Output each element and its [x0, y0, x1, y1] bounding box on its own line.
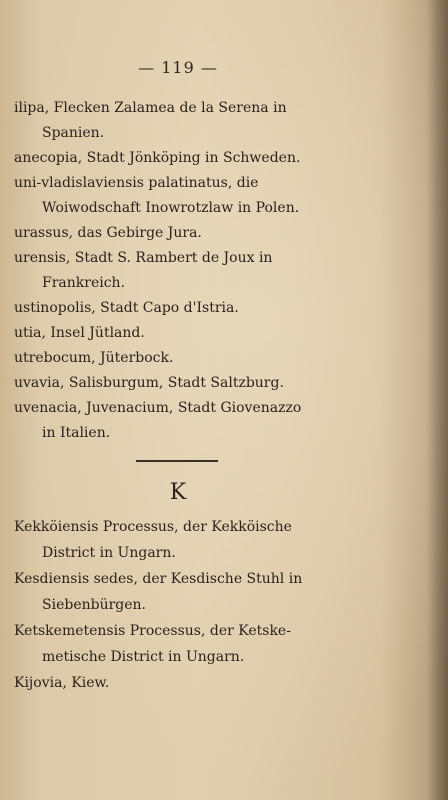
entry-line: utia, Insel Jütland.: [14, 325, 145, 341]
dictionary-entry: [14, 96, 354, 146]
page-gutter-shadow: [426, 0, 448, 800]
entry-line: Woiwodschaft Inowrotzlaw in Polen.: [42, 200, 300, 216]
entry-line: Kesdiensis sedes, der Kesdische Stuhl in: [14, 571, 303, 587]
entry-line: Kekköiensis Processus, der Kekköische: [14, 519, 292, 535]
dictionary-entry: [14, 566, 354, 618]
entry-line: metische District in Ungarn.: [42, 649, 245, 665]
entry-list-j: [14, 96, 354, 446]
dictionary-entry: [14, 346, 354, 371]
dictionary-entry: [14, 296, 354, 321]
entry-line: Siebenbürgen.: [42, 597, 147, 613]
entry-line: uvavia, Salisburgum, Stadt Saltzburg.: [14, 375, 284, 391]
section-divider: [136, 460, 218, 462]
entry-line: urensis, Stadt S. Rambert de Joux in: [14, 250, 273, 266]
entry-list-k: [14, 514, 354, 696]
dictionary-entry: [14, 321, 354, 346]
dictionary-entry: [14, 371, 354, 396]
entry-line: Frankreich.: [42, 275, 126, 291]
entry-line: Kijovia, Kiew.: [14, 675, 110, 691]
dictionary-entry: [14, 396, 354, 446]
dictionary-entry: [14, 246, 354, 296]
dictionary-entry: [14, 171, 354, 221]
dictionary-entry: [14, 670, 354, 696]
section-heading-letter: K: [169, 480, 187, 505]
entry-line: Ketskemetensis Processus, der Ketske-: [14, 623, 291, 639]
entry-line: uni-vladislaviensis palatinatus, die: [14, 175, 259, 191]
page-number: — 119 —: [138, 58, 218, 77]
entry-line: uvenacia, Juvenacium, Stadt Giovenazzo: [14, 400, 302, 416]
entry-line: ustinopolis, Stadt Capo d'Istria.: [14, 300, 239, 316]
entry-line: ilipa, Flecken Zalamea de la Serena in: [14, 100, 287, 116]
dictionary-entry: [14, 618, 354, 670]
entry-line: anecopia, Stadt Jönköping in Schweden.: [14, 150, 301, 166]
entry-line: Spanien.: [42, 125, 105, 141]
entry-line: in Italien.: [42, 425, 111, 441]
entry-line: utrebocum, Jüterbock.: [14, 350, 174, 366]
entry-line: urassus, das Gebirge Jura.: [14, 225, 202, 241]
dictionary-entry: [14, 146, 354, 171]
dictionary-entry: [14, 514, 354, 566]
entry-line: District in Ungarn.: [42, 545, 176, 561]
dictionary-entry: [14, 221, 354, 246]
